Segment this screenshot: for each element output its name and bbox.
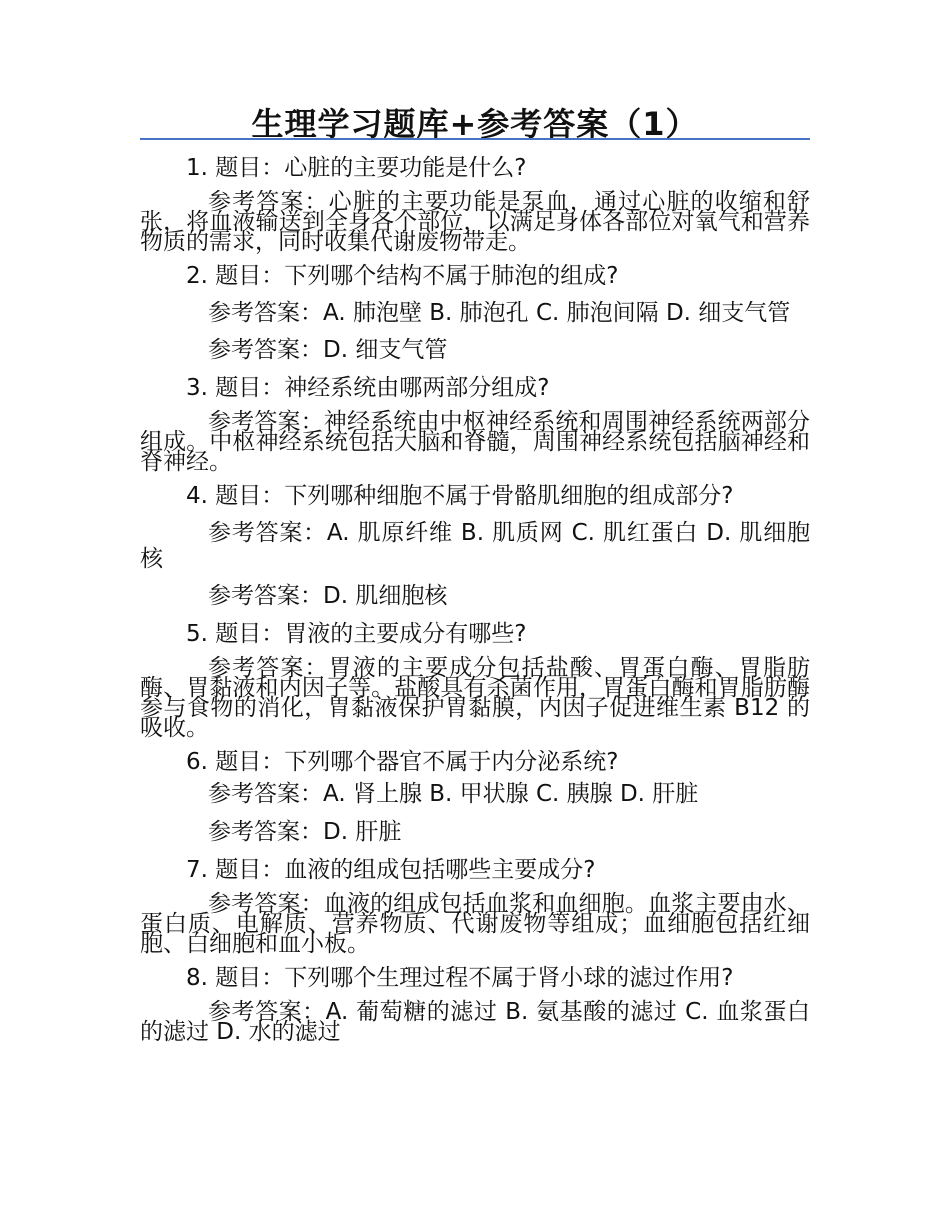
answer-text: 参考答案：神经系统由中枢神经系统和周围神经系统两部分组成。中枢神经系统包括大脑和脊髓，周围神经系统包括脑神经和脊神经。: [140, 409, 810, 475]
answer-text: 参考答案：血液的组成包括血浆和血细胞。血浆主要由水、蛋白质、电解质、营养物质、代谢废物等组成；血细胞包括红细胞、白细胞和血小板。: [140, 891, 810, 957]
question-item-7: [140, 854, 810, 957]
question-text: 2. 题目：下列哪个结构不属于肺泡的组成?: [186, 263, 619, 289]
question-item-3: [140, 372, 810, 475]
question-item-5: [140, 618, 810, 741]
question-item-8: [140, 962, 810, 1045]
answer-text: 参考答案：心脏的主要功能是泵血，通过心脏的收缩和舒张，将血液输送到全身各个部位，以满足身体各部位对氧气和营养物质的需求，同时收集代谢废物带走。: [140, 189, 810, 255]
answer-options: 参考答案：A. 肌原纤维 B. 肌质网 C. 肌红蛋白 D. 肌细胞核: [140, 520, 810, 572]
question-text: 4. 题目：下列哪种细胞不属于骨骼肌细胞的组成部分?: [186, 483, 734, 509]
question-text: 1. 题目：心脏的主要功能是什么?: [186, 155, 527, 181]
answer-text: 参考答案：胃液的主要成分包括盐酸、胃蛋白酶、胃脂肪酶、胃黏液和内因子等。盐酸具有杀菌作用，胃蛋白酶和胃脂肪酶参与食物的消化，胃黏液保护胃黏膜，内因子促进维生素 B12 的吸收。: [140, 655, 810, 741]
title-underline: [140, 138, 810, 140]
question-item-6: [140, 746, 810, 848]
question-text: 3. 题目：神经系统由哪两部分组成?: [186, 375, 550, 401]
question-item-1: [140, 152, 810, 255]
question-text: 6. 题目：下列哪个器官不属于内分泌系统?: [186, 749, 619, 775]
answer-options: 参考答案：A. 肺泡壁 B. 肺泡孔 C. 肺泡间隔 D. 细支气管: [208, 300, 791, 326]
page-title: 生理学习题库+参考答案（1）: [251, 105, 699, 143]
question-item-2: [140, 260, 810, 366]
answer-text: 参考答案：D. 细支气管: [208, 337, 448, 363]
question-text: 5. 题目：胃液的主要成分有哪些?: [186, 621, 527, 647]
answer-text: 参考答案：D. 肝脏: [208, 819, 402, 845]
question-text: 8. 题目：下列哪个生理过程不属于肾小球的滤过作用?: [186, 965, 734, 991]
answer-options: 参考答案：A. 肾上腺 B. 甲状腺 C. 胰腺 D. 肝脏: [208, 781, 699, 807]
question-item-4: [140, 480, 810, 612]
question-text: 7. 题目：血液的组成包括哪些主要成分?: [186, 857, 596, 883]
question-list: [140, 152, 810, 1050]
answer-options: 参考答案：A. 葡萄糖的滤过 B. 氨基酸的滤过 C. 血浆蛋白的滤过 D. 水的滤过: [140, 999, 810, 1045]
answer-text: 参考答案：D. 肌细胞核: [208, 583, 448, 609]
